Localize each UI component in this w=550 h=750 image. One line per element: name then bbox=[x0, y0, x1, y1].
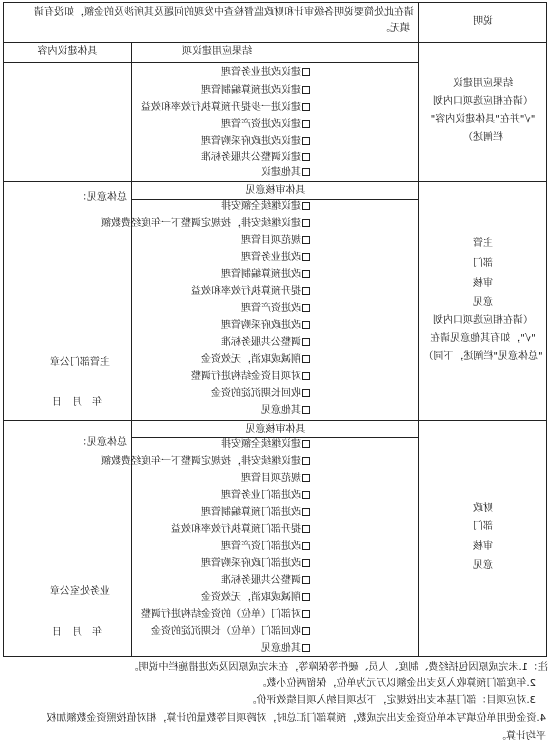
s2-item-8[interactable]: 调整公共服务标准 bbox=[132, 337, 310, 349]
checkbox[interactable] bbox=[302, 304, 310, 312]
header-text-line1: 请在此处简要说明各级审计和财政监督检查中发现的问题及其所涉及的金额，如没有请 bbox=[34, 7, 414, 18]
s3-item-1[interactable]: 建议继续安排，按规定调整下一年度经费数额 bbox=[132, 456, 310, 468]
checkbox[interactable] bbox=[302, 321, 310, 329]
section-divider-2 bbox=[3, 181, 547, 182]
checkbox[interactable] bbox=[302, 491, 310, 499]
note-2: 2.年度部门预算收入及支出金额以万元为单位，保留两位小数。 bbox=[256, 678, 536, 689]
s3-item-6[interactable]: 改进部门资产管理 bbox=[132, 541, 310, 553]
s2-label-line-5: （请在相应选项口内划 bbox=[433, 315, 533, 326]
s3-overall-label: 总体意见： bbox=[77, 437, 127, 448]
s1-col-right-header: 具体建议内容 bbox=[37, 46, 98, 57]
s3-item-8[interactable]: 调整公共服务标准 bbox=[132, 575, 310, 587]
checkbox[interactable] bbox=[302, 287, 310, 295]
s2-label-line-1: 主管 bbox=[473, 238, 493, 249]
checkbox[interactable] bbox=[302, 610, 310, 618]
s1-item-3[interactable]: 建议改进资产管理 bbox=[132, 119, 310, 131]
s2-item-4[interactable]: 改进预算编制管理 bbox=[132, 269, 310, 281]
s3-date: 年 月 日 bbox=[52, 627, 102, 638]
s3-label-line-3: 审核 bbox=[473, 541, 493, 552]
checkbox[interactable] bbox=[302, 202, 310, 210]
s1-item-6[interactable]: 其他建议 bbox=[132, 167, 310, 179]
s3-item-5[interactable]: 提升部门预算执行效率和效益 bbox=[132, 524, 310, 536]
s1-label-line-2: （请在相应选项口内划 bbox=[433, 96, 533, 107]
s3-item-12[interactable]: 其他意见 bbox=[132, 643, 310, 655]
checkbox[interactable] bbox=[302, 406, 310, 414]
s2-item-5[interactable]: 提升预算执行效率和效益 bbox=[132, 286, 310, 298]
s1-item-5[interactable]: 建议调整公共服务标准 bbox=[132, 152, 310, 164]
s2-item-10[interactable]: 对项目资金结构进行调整 bbox=[132, 371, 310, 383]
s3-item-10[interactable]: 对部门（单位）的资金结构进行调整 bbox=[132, 609, 310, 621]
s2-label-line-2: 部门 bbox=[473, 258, 493, 269]
s2-item-11[interactable]: 收回长期沉淀的资金 bbox=[132, 388, 310, 400]
checkbox[interactable] bbox=[302, 508, 310, 516]
s2-label-line-6: "√"，如有其他意见请在 bbox=[430, 333, 536, 344]
header-label: 说明 bbox=[473, 16, 493, 27]
checkbox[interactable] bbox=[302, 372, 310, 380]
checkbox[interactable] bbox=[302, 457, 310, 465]
s1-label-line-4: 栏阐述） bbox=[463, 132, 503, 143]
s2-item-3[interactable]: 改进业务管理 bbox=[132, 252, 310, 264]
s3-item-9[interactable]: 削减或取消，无效资金 bbox=[132, 592, 310, 604]
checkbox[interactable] bbox=[302, 627, 310, 635]
checkbox[interactable] bbox=[302, 440, 310, 448]
checkbox[interactable] bbox=[302, 474, 310, 482]
s3-item-0[interactable]: 建议继续全额安排 bbox=[132, 439, 310, 451]
checkbox[interactable] bbox=[302, 137, 310, 145]
checkbox[interactable] bbox=[302, 593, 310, 601]
s2-label-line-4: 意见 bbox=[473, 297, 493, 308]
s2-item-12[interactable]: 其他意见 bbox=[132, 405, 310, 417]
note-1: 注：1.未完成原因包括经费、制度、人员、硬件等保障等，在未完成原因及改进措施栏中说明。 bbox=[128, 662, 548, 673]
s1-item-0[interactable]: 建议改进业务管理 bbox=[132, 67, 310, 79]
s2-item-0[interactable]: 建议继续全额安排 bbox=[132, 201, 310, 213]
s2-item-6[interactable]: 改进资产管理 bbox=[132, 303, 310, 315]
s1-label-line-3: "√"并在"具体建议内容" bbox=[430, 114, 536, 125]
note-3: 3.对应项目：部门基本支出按规定，下达项目纳入项目绩效评价。 bbox=[246, 695, 536, 706]
checkbox[interactable] bbox=[302, 270, 310, 278]
checkbox[interactable] bbox=[302, 168, 310, 176]
s2-overall-label: 总体意见： bbox=[77, 192, 127, 203]
s2-item-7[interactable]: 改进政府采购管理 bbox=[132, 320, 310, 332]
checkbox[interactable] bbox=[302, 355, 310, 363]
checkbox[interactable] bbox=[302, 68, 310, 76]
checkbox[interactable] bbox=[302, 576, 310, 584]
s3-head-line bbox=[132, 437, 419, 438]
s1-item-1[interactable]: 建议改进预算编制管理 bbox=[132, 85, 310, 97]
note-5: 平均计算。 bbox=[496, 731, 546, 742]
s1-col-left-header: 结果应用建议项 bbox=[182, 46, 252, 57]
s3-item-11[interactable]: 收回部门（单位）长期沉淀的资金 bbox=[132, 626, 310, 638]
s3-label-line-2: 部门 bbox=[473, 521, 493, 532]
section-divider-1 bbox=[3, 42, 547, 43]
checkbox[interactable] bbox=[302, 120, 310, 128]
checkbox[interactable] bbox=[302, 153, 310, 161]
s2-item-1[interactable]: 建议继续安排，按规定调整下一年度经费数额 bbox=[132, 218, 310, 230]
s2-label-line-7: "总体意见"栏阐述，下同） bbox=[423, 351, 543, 362]
header-text-line2: 填无。 bbox=[380, 23, 410, 34]
checkbox[interactable] bbox=[302, 236, 310, 244]
checkbox[interactable] bbox=[302, 389, 310, 397]
s1-label-line-1: 结果应用建议 bbox=[453, 78, 513, 89]
s1-column-header-line bbox=[3, 62, 419, 63]
checkbox[interactable] bbox=[302, 86, 310, 94]
s3-item-7[interactable]: 改进部门政府采购管理 bbox=[132, 558, 310, 570]
s3-label-line-1: 财政 bbox=[473, 503, 493, 514]
s1-item-4[interactable]: 建议改进政府采购管理 bbox=[132, 136, 310, 148]
s3-stamp: 业务处室公章 bbox=[50, 586, 110, 597]
s2-label-line-3: 审核 bbox=[473, 278, 493, 289]
checkbox[interactable] bbox=[302, 103, 310, 111]
s2-head: 具体审核意见 bbox=[245, 185, 306, 196]
s2-stamp: 主管部门公章 bbox=[50, 357, 110, 368]
checkbox[interactable] bbox=[302, 338, 310, 346]
s3-label-line-4: 意见 bbox=[473, 560, 493, 571]
s2-date: 年 月 日 bbox=[52, 397, 102, 408]
checkbox[interactable] bbox=[302, 525, 310, 533]
checkbox[interactable] bbox=[302, 644, 310, 652]
s1-item-2[interactable]: 建议进一步提升预算执行效率和效益 bbox=[132, 102, 310, 114]
s3-item-2[interactable]: 规范项目管理 bbox=[132, 473, 310, 485]
section-divider-3 bbox=[3, 420, 547, 421]
s2-inner-divider bbox=[131, 181, 132, 420]
s3-item-3[interactable]: 改进部门业务管理 bbox=[132, 490, 310, 502]
checkbox[interactable] bbox=[302, 219, 310, 227]
s2-head-line bbox=[132, 199, 419, 200]
s2-item-2[interactable]: 规范项目管理 bbox=[132, 235, 310, 247]
s3-item-4[interactable]: 改进部门预算编制管理 bbox=[132, 507, 310, 519]
s2-item-9[interactable]: 削减或取消，无效资金 bbox=[132, 354, 310, 366]
s3-head: 具体审核意见 bbox=[245, 424, 306, 435]
checkbox[interactable] bbox=[302, 253, 310, 261]
checkbox[interactable] bbox=[302, 559, 310, 567]
note-4: 4.资金使用单位填写本单位资金支出完成数，预算部门汇总时，对跨项目等数量的计算，相对值按照资金数额加权 bbox=[46, 713, 546, 724]
checkbox[interactable] bbox=[302, 542, 310, 550]
